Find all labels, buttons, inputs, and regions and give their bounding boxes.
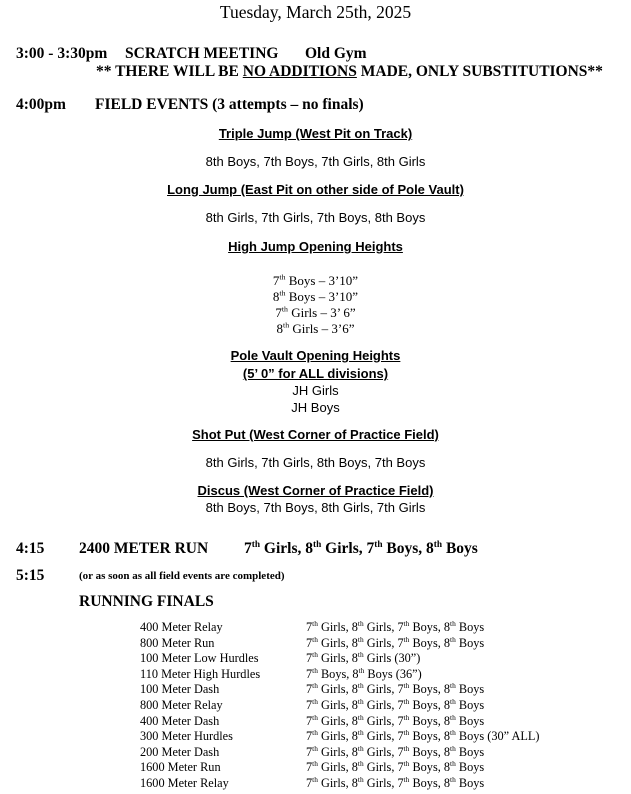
run2400-title: 2400 METER RUN (79, 540, 209, 557)
running-event-order: 7th Girls, 8th Girls, 7th Boys, 8th Boys (306, 712, 485, 728)
running-event-order: 7th Girls, 8th Girls, 7th Boys, 8th Boys (306, 696, 485, 712)
running-event-name: 800 Meter Relay (140, 698, 223, 712)
running-event-order: 7th Girls, 8th Girls, 7th Boys, 8th Boys (30” ALL) (306, 728, 540, 744)
field-title: FIELD EVENTS (3 attempts – no finals) (95, 96, 364, 113)
running-event-name: 400 Meter Relay (140, 620, 223, 634)
triple-jump-heading: Triple Jump (West Pit on Track) (218, 126, 413, 141)
scratch-title: SCRATCH MEETING (125, 45, 279, 62)
run2400-order: 7th Girls, 8th Girls, 7th Boys, 8th Boys (244, 539, 478, 557)
running-event-name: 1600 Meter Run (140, 760, 221, 775)
discus-order: 8th Boys, 7th Boys, 8th Girls, 7th Girls (205, 500, 426, 515)
running-event-name: 800 Meter Run (140, 635, 215, 650)
finals-note: (or as soon as all field events are completed) (79, 570, 285, 582)
running-event-name: 110 Meter High Hurdles (140, 666, 261, 681)
pole-vault-line: JH Girls (292, 383, 339, 398)
running-event-name: 300 Meter Hurdles (140, 729, 233, 744)
triple-jump-order: 8th Boys, 7th Boys, 7th Girls, 8th Girls (205, 154, 426, 169)
running-event-order: 7th Girls, 8th Girls (30”) (306, 650, 421, 666)
high-jump-heading: High Jump Opening Heights (228, 239, 403, 254)
high-jump-row: 7th Girls – 3’ 6” (275, 304, 356, 320)
long-jump-heading: Long Jump (East Pit on other side of Pole Vault) (167, 182, 464, 197)
high-jump-row: 8th Girls – 3’6” (276, 320, 355, 336)
running-event-row (0, 776, 631, 792)
scratch-time: 3:00 - 3:30pm (16, 45, 108, 62)
run2400-time: 4:15 (16, 540, 45, 557)
running-event-order: 7th Girls, 8th Girls, 7th Boys, 8th Boys (306, 634, 485, 650)
running-event-name: 100 Meter Low Hurdles (140, 651, 259, 666)
finals-time: 5:15 (16, 567, 45, 584)
field-time: 4:00pm (16, 96, 66, 113)
long-jump-order: 8th Girls, 7th Girls, 7th Boys, 8th Boys (205, 210, 426, 225)
scratch-note-suffix: MADE, ONLY SUBSTITUTIONS** (356, 63, 603, 80)
running-event-order: 7th Girls, 8th Girls, 7th Boys, 8th Boys (306, 759, 485, 775)
high-jump-row: 8th Boys – 3’10” (272, 288, 359, 304)
scratch-note-prefix: ** THERE WILL BE (96, 63, 243, 80)
running-event-order: 7th Girls, 8th Girls, 7th Boys, 8th Boys (306, 618, 485, 634)
page-date: Tuesday, March 25th, 2025 (219, 2, 412, 22)
running-event-order: 7th Girls, 8th Girls, 7th Boys, 8th Boys (306, 743, 485, 759)
running-event-name: 1600 Meter Relay (140, 776, 229, 790)
running-event-name: 200 Meter Dash (140, 744, 220, 759)
discus-heading: Discus (West Corner of Practice Field) (197, 483, 434, 498)
running-event-name: 100 Meter Dash (140, 682, 220, 697)
pole-vault-heading: Pole Vault Opening Heights (230, 348, 401, 363)
shot-put-heading: Shot Put (West Corner of Practice Field) (192, 427, 439, 442)
scratch-note-underlined: NO ADDITIONS (242, 63, 357, 80)
running-event-order: 7th Boys, 8th Boys (36”) (306, 665, 422, 681)
high-jump-row: 7th Boys – 3’10” (272, 272, 359, 288)
running-event-order: 7th Girls, 8th Girls, 7th Boys, 8th Boys (306, 681, 485, 697)
scratch-note (96, 63, 603, 81)
scratch-location: Old Gym (305, 45, 367, 62)
running-event-order: 7th Girls, 8th Girls, 7th Boys, 8th Boys (306, 774, 485, 790)
pole-vault-line: JH Boys (291, 400, 340, 415)
finals-title: RUNNING FINALS (79, 593, 214, 610)
shot-put-order: 8th Girls, 7th Girls, 8th Boys, 7th Boys (205, 455, 426, 470)
running-event-name: 400 Meter Dash (140, 713, 220, 728)
pole-vault-subheading: (5’ 0” for ALL divisions) (242, 366, 389, 381)
